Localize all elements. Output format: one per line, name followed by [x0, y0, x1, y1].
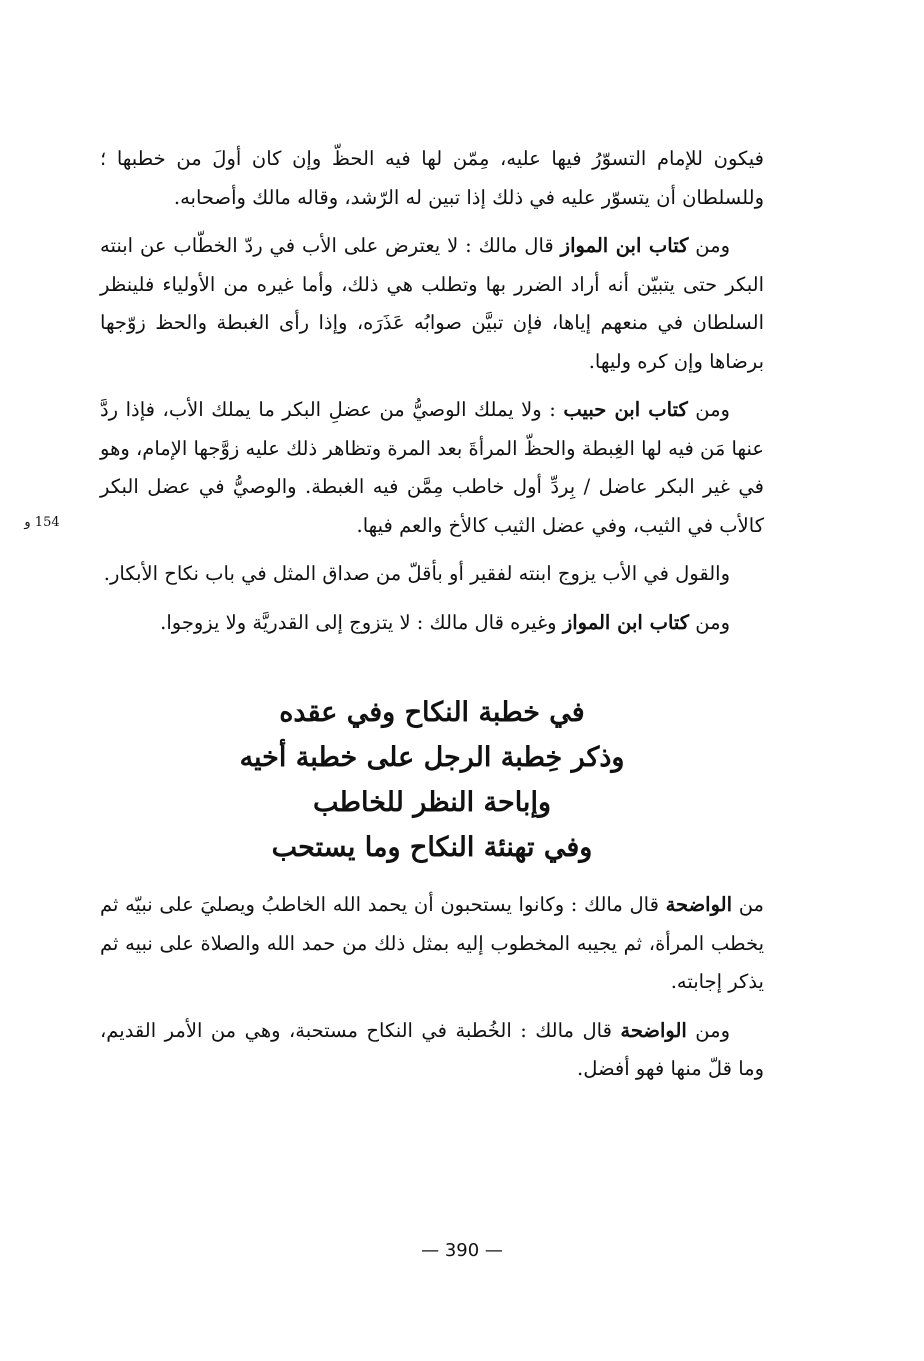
heading-line: في خطبة النكاح وفي عقده: [279, 697, 585, 728]
source-title: كتاب ابن المواز: [562, 610, 690, 634]
paragraph-1: [100, 140, 764, 217]
chapter-heading: [100, 690, 764, 870]
source-title: كتاب ابن المواز: [560, 234, 689, 257]
paragraph-2: [100, 227, 764, 381]
paragraph-text: وغيره قال مالك : لا يتزوج إلى القدريَّة ولا يزوجوا.: [160, 610, 563, 634]
paragraph-4: [100, 555, 764, 594]
paragraph-text: فيكون للإمام التسوّرُ فيها عليه، مِمّن لها فيه الحظّ وإن كان أولَ من خطبها ؛ وللسلطان أن يتسوّر عليه في ذلك إذا تبين له الرّشد، وقاله مالك وأصحابه.: [100, 147, 764, 209]
paragraph-text: والقول في الأب يزوج ابنته لفقير أو بأقلّ من صداق المثل في باب نكاح الأبكار.: [103, 562, 730, 585]
heading-line: وذكر خِطبة الرجل على خطبة أخيه: [239, 742, 625, 773]
paragraph-7: [100, 1012, 764, 1089]
heading-line: وفي تهنئة النكاح وما يستحب: [271, 832, 593, 863]
source-title: الواضحة: [665, 893, 733, 916]
paragraph-lead: ومن: [687, 398, 730, 421]
paragraph-text: قال مالك : لا يعترض على الأب في ردّ الخطّاب عن ابنته البكر حتى يتبيّن أنه أراد الضرر بها وتطلب هي ذلك، وأما غيره من الأولياء فلينظر السلطان في منعهم إياها، فإن تبيَّن صوابُه عَذَرَه، وإذا رأى الغبطة والحظ زوّجها برضاها وإن كره وليها.: [100, 234, 764, 373]
paragraph-lead: ومن: [688, 234, 730, 257]
page-number: — 390 —: [421, 1240, 503, 1261]
paragraph-lead: ومن: [686, 1018, 730, 1042]
paragraph-3: [100, 391, 764, 545]
source-title: الواضحة: [620, 1018, 687, 1042]
main-text-block: [100, 140, 764, 1099]
heading-line: وإباحة النظر للخاطب: [313, 787, 551, 818]
paragraph-text: قال مالك : الخُطبة في النكاح مستحبة، وهي من الأمر القديم، وما قلّ منها فهو أفضل.: [100, 1018, 764, 1080]
paragraph-5: [100, 604, 764, 643]
paragraph-6: [100, 886, 764, 1002]
paragraph-lead: من: [732, 893, 764, 916]
paragraph-text: قال مالك : وكانوا يستحبون أن يحمد الله الخاطبُ ويصليَ على نبيّه ثم يخطب المرأة، ثم يجيبه المخطوب إليه بمثل ذلك من حمد الله والصلاة على نبيه ثم يذكر إجابته.: [100, 893, 764, 993]
folio-margin-note: 154 و: [24, 515, 60, 530]
source-title: كتاب ابن حبيب: [563, 398, 688, 421]
paragraph-text: : ولا يملك الوصيُّ من عضلِ البكر ما يملك الأب، فإذا ردَّ عنها مَن فيه لها الغِبطة والحظّ المرأةَ بعد المرة وتظاهر ذلك عليه زوَّجها الإمام، وهو في غير البكر عاضل / بِردِّ أول خاطب مِمَّن فيه الغبطة. والوصيُّ في عضل البكر كالأب في الثيب، وفي عضل الثيب كالأخ والعم فيها.: [100, 398, 764, 537]
paragraph-lead: ومن: [689, 610, 730, 634]
